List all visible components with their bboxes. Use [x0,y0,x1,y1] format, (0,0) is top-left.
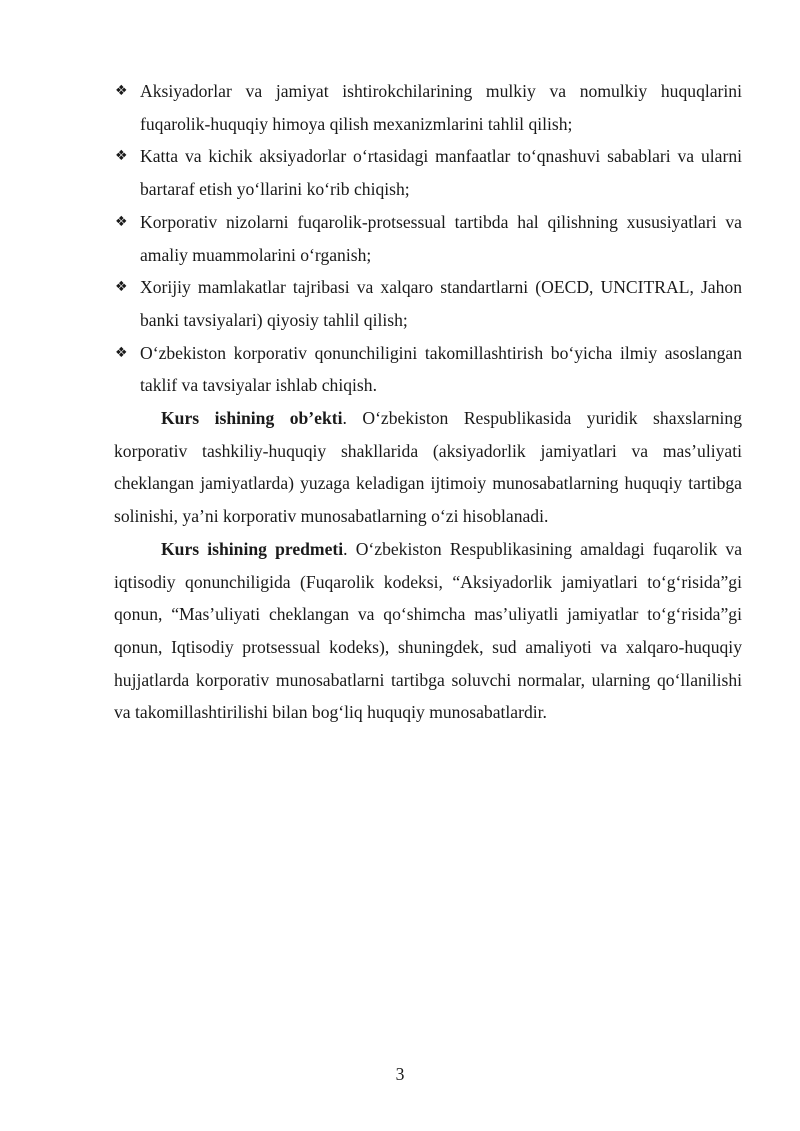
subject-text: . O‘zbekiston Respublikasining amaldagi fuqarolik va iqtisodiy qonunchiligida (Fuqarolik kodeksi, “Aksiyadorlik jamiyatlari to‘g‘risida”gi qonun, “Mas’uliyati cheklangan va qo‘shimcha mas’uliyatli jamiyatlar to‘g‘risida”gi qonun, Iqtisodiy protsessual kodeks), shuningdek, sud amaliyoti va xalqaro-huquqiy hujjatlarda korporativ munosabatlarni tartibga soluvchi normalar, ularning qo‘llanilishi va takomillashtirilishi bilan bog‘liq huquqiy munosabatlardir. [114,538,743,723]
list-item-text: Xorijiy mamlakatlar tajribasi va xalqaro standartlarni (OECD, UNCITRAL, Jahon banki tavsiyalari) qiyosiy tahlil qilish; [140,277,742,330]
list-item [114,75,742,140]
page-number: 3 [395,1064,405,1084]
object-paragraph [114,402,742,533]
diamond-bullet-icon: ❖ [115,213,128,230]
list-item [114,206,742,271]
list-item [114,140,742,205]
subject-heading: Kurs ishining predmeti [161,538,344,559]
diamond-bullet-icon: ❖ [115,83,128,99]
list-item-text: O‘zbekiston korporativ qonunchiligini takomillashtirish bo‘yicha ilmiy asoslangan taklif va tavsiyalar ishlab chiqish. [140,342,742,396]
objectives-list [114,75,742,402]
subject-paragraph [114,533,742,729]
diamond-bullet-icon: ❖ [115,344,128,361]
list-item-text: Katta va kichik aksiyadorlar o‘rtasidagi manfaatlar to‘qnashuvi sabablari va ularni bartaraf etish yo‘llarini ko‘rib chiqish; [140,146,742,200]
diamond-bullet-icon: ❖ [115,279,128,296]
object-text: . O‘zbekiston Respublikasida yuridik shaxslarning korporativ tashkiliy-huquqiy shakllarida (aksiyadorlik jamiyatlari va mas’uliyati cheklangan jamiyatlarda) yuzaga keladigan ijtimoiy munosabatlarning huquqiy tartibga solinishi, ya’ni korporativ munosabatlarning o‘zi hisoblanadi. [114,408,742,527]
page-content [114,75,742,729]
diamond-bullet-icon: ❖ [115,148,128,165]
object-heading: Kurs ishining ob’ekti [161,408,343,429]
list-item-text: Korporativ nizolarni fuqarolik-protsessual tartibda hal qilishning xususiyatlari va amaliy muammolarini o‘rganish; [140,211,742,265]
list-item [114,271,742,336]
list-item [114,337,742,402]
list-item-text: Aksiyadorlar va jamiyat ishtirokchilarining mulkiy va nomulkiy huquqlarini fuqarolik-huquqiy himoya qilish mexanizmlarini tahlil qilish; [140,81,742,134]
